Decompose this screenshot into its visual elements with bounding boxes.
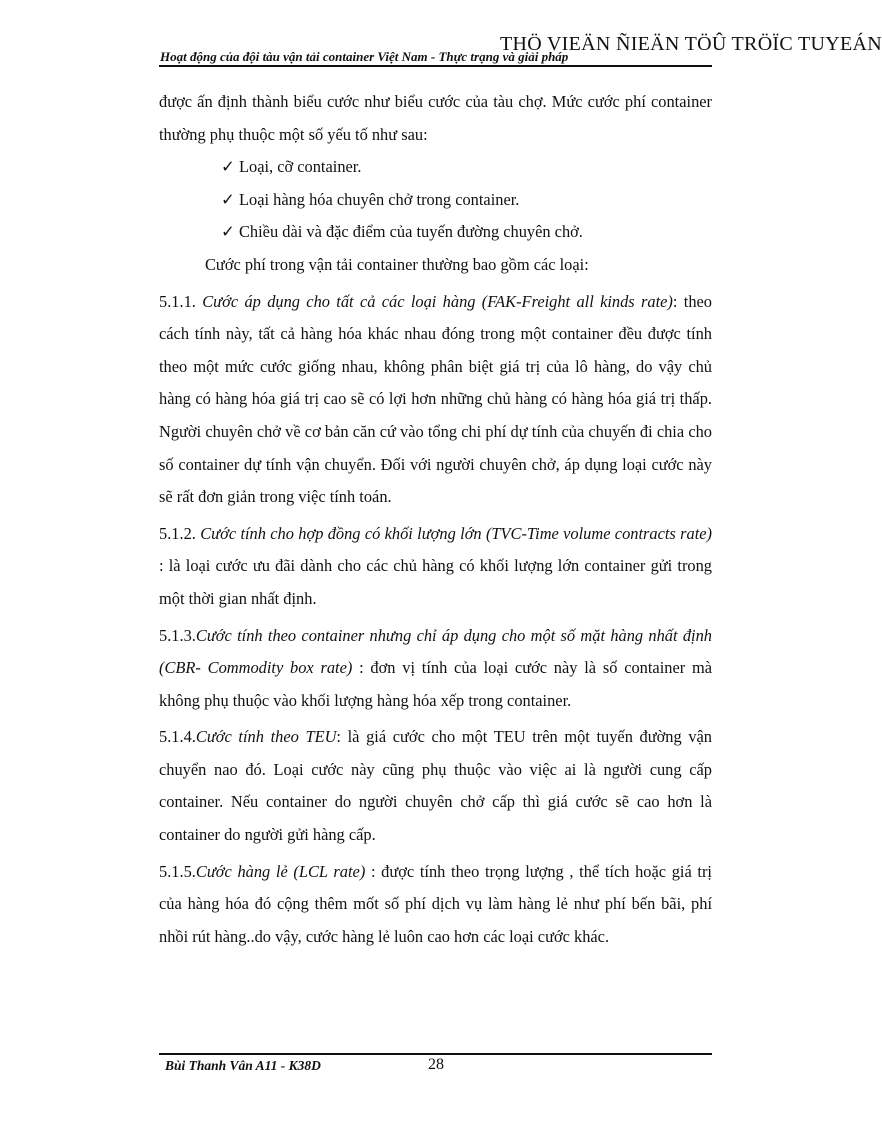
- section-number: 5.1.1.: [159, 291, 196, 311]
- intro-paragraph: được ấn định thành biểu cước như biểu cước của tàu chợ. Mức cước phí container thường phụ thuộc một số yếu tố như sau:: [159, 92, 712, 144]
- section-paragraph: [159, 286, 712, 514]
- section-title: Cước tính theo container nhưng chỉ áp dụng cho một số mặt hàng nhất định (CBR- Commodity box rate): [159, 625, 712, 678]
- factor-text: Loại, cỡ container.: [239, 157, 362, 177]
- section-number: 5.1.3.: [159, 625, 196, 645]
- section-paragraph: [159, 856, 712, 954]
- section-number: 5.1.4.: [159, 727, 196, 747]
- section-paragraph: [159, 620, 712, 718]
- running-header: Hoạt động của đội tàu vận tải container Việt Nam - Thực trạng và giải pháp: [160, 49, 569, 64]
- check-icon: ✓: [221, 189, 235, 209]
- factor-item: [159, 184, 712, 217]
- factor-item: [159, 216, 712, 249]
- section-number: 5.1.2.: [159, 523, 196, 543]
- factor-text: Chiều dài và đặc điểm của tuyến đường chuyên chở.: [239, 222, 583, 242]
- section-text: : là giá cước cho một TEU trên một tuyến đường vận chuyển nao đó. Loại cước này cũng phụ thuộc vào việc ai là người cung cấp container. Nếu container do người chuyên chở cấp thì giá cước sẽ cao hơn là container do người gửi hàng cấp.: [159, 727, 712, 845]
- factor-text: Loại hàng hóa chuyên chở trong container.: [239, 189, 520, 209]
- section-text: : đơn vị tính của loại cước này là số container mà không phụ thuộc vào khối lượng hàng hóa xếp trong container.: [159, 658, 712, 710]
- section-text: : được tính theo trọng lượng , thể tích hoặc giá trị của hàng hóa đó cộng thêm mốt số phí dịch vụ làm hàng lẻ như phí bến bãi, phí nhồi rút hàng..do vậy, cước hàng lẻ luôn cao hơn các loại cước khác.: [159, 861, 712, 946]
- section-paragraph: [159, 518, 712, 616]
- check-icon: ✓: [221, 157, 235, 177]
- section-title: Cước tính cho hợp đồng có khối lượng lớn (TVC-Time volume contracts rate): [200, 523, 712, 543]
- section-title: Cước tính theo TEU: [195, 727, 337, 747]
- watermark-text: THÖ VIEÄN ÑIEÄN TÖÛ TRÖÏC TUYEÁN: [500, 33, 882, 55]
- factor-item: [159, 151, 712, 184]
- check-icon: ✓: [221, 222, 235, 242]
- section-text: : là loại cước ưu đãi dành cho các chủ hàng có khối lượng lớn container gửi trong một thời gian nhất định.: [159, 556, 712, 608]
- section-text: : theo cách tính này, tất cả hàng hóa khác nhau đóng trong một container đều được tính theo một mức cước giống nhau, không phân biệt giá trị của lô hàng, do vậy chủ hàng có hàng hóa giá trị cao sẽ có lợi hơn những chủ hàng có hàng hóa giá trị thấp. Người chuyên chở về cơ bản căn cứ vào tổng chi phí dự tính của chuyến đi chia cho số container dự tính vận chuyển. Đối với người chuyên chở, áp dụng loại cước này sẽ rất đơn giản trong việc tính toán.: [159, 291, 713, 507]
- section-number: 5.1.5.: [159, 861, 196, 881]
- section-title: Cước áp dụng cho tất cả các loại hàng (FAK-Freight all kinds rate): [202, 291, 673, 311]
- header-rule: [159, 65, 712, 67]
- page-body: [159, 86, 712, 953]
- section-title: Cước hàng lẻ (LCL rate): [195, 861, 366, 881]
- page-number: 28: [428, 1056, 444, 1073]
- types-intro: Cước phí trong vận tải container thường bao gồm các loại:: [205, 254, 589, 274]
- footer-author: Bùi Thanh Vân A11 - K38D: [165, 1058, 321, 1073]
- section-paragraph: [159, 721, 712, 851]
- footer-rule: [159, 1053, 712, 1055]
